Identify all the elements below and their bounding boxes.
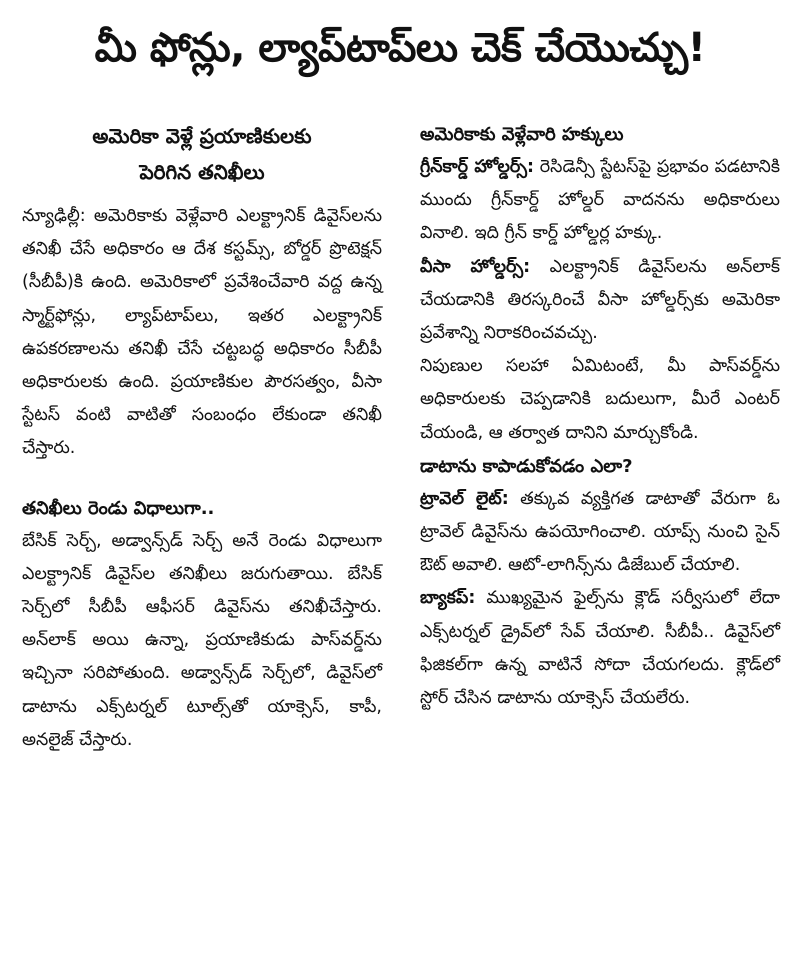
backup-label: బ్యాకప్: [420,588,476,609]
backup-text: ముఖ్యమైన ఫైల్స్‌ను క్లౌడ్ సర్వీసులో లేదా ఎక్స్‌టర్నల్ డ్రైవ్‌లో సేవ్ చేయాలి. సీబీపీ.. డివైస్‌లో ఫిజికల్‌గా ఉన్న వాటినే సోదా చేయగలదు. క్లౌడ్‌లో స్టోర్ చేసిన డాటాను యాక్సెస్ చేయలేరు. [420,588,780,709]
intro-paragraph: న్యూఢిల్లీ: అమెరికాకు వెళ్లేవారి ఎలక్ట్రానిక్ డివైస్‌లను తనిఖీ చేసే అధికారం ఆ దేశ కస్టమ్స్, బోర్డర్ ప్రొటెక్షన్ (సీబీపీ)కి ఉంది. అమెరికాలో ప్రవేశించేవారి వద్ద ఉన్న స్మార్ట్‌ఫోన్లు, ల్యాప్‌టాప్‌లు, ఇతర ఎలక్ట్రానిక్ ఉపకరణాలను తనిఖీ చేసే చట్టబద్ధ అధికారం సీబీపీ అధికారులకు ఉంది. ప్రయాణికుల పౌరసత్వం, వీసా స్టేటస్ వంటి వాటితో సంబంధం లేకుండా తనిఖీ చేస్తారు. [22,206,382,459]
travel-light-text: తక్కువ వ్యక్తిగత డాటాతో వేరుగా ఓ ట్రావెల్ డివైస్‌ను ఉపయోగించాలి. యాప్స్ నుంచి సైన్ ఔట్ అవాలి. ఆటో-లాగిన్స్‌ను డిజేబుల్ చేయాలి. [420,488,780,576]
experts-advice-paragraph: నిపుణుల సలహా ఏమిటంటే, మీ పాస్‌వర్డ్‌ను అధికారులకు చెప్పడానికి బదులుగా, మీరే ఎంటర్ చేయండి, ఆ తర్వాత దానిని మార్చుకోండి. [420,356,780,443]
rights-heading: అమెరికాకు వెళ్లేవారి హక్కులు [420,124,624,145]
travel-light-label: ట్రావెల్ లైట్: [420,488,509,509]
backup-paragraph [420,582,780,715]
inspection-types-heading: తనిఖీలు రెండు విధాలుగా.. [22,497,215,519]
visa-text: ఎలక్ట్రానిక్ డివైస్‌లను అన్‌లాక్ చేయడానికి తిరస్కరించే వీసా హోల్డర్స్‌కు అమెరికా ప్రవేశాన్ని నిరాకరించవచ్చు. [420,256,781,344]
green-card-label: గ్రీన్‌కార్డ్ హోల్డర్స్: [420,157,534,177]
green-card-text: రెసిడెన్సీ స్టేటస్‌పై ప్రభావం పడటానికి ముందు గ్రీన్‌కార్డ్ హోల్డర్ వాదనను అధికారులు వినాలి. ఇది గ్రీన్ కార్డ్ హోల్డర్ల హక్కు. [420,157,780,244]
headline: మీ ఫోన్లు, ల్యాప్‌టాప్‌లు చెక్ చేయొచ్చు! [94,25,706,71]
green-card-paragraph [420,151,780,251]
visa-paragraph [420,251,780,351]
protect-data-heading: డాటాను కాపాడుకోవడం ఎలా? [420,455,633,477]
subheading-line-1: అమెరికా వెళ్లే ప్రయాణికులకు [92,124,312,148]
subheading-line-2: పెరిగిన తనిఖీలు [139,160,265,184]
travel-light-paragraph [420,483,780,583]
inspection-types-paragraph: బేసిక్ సెర్చ్, అడ్వాన్స్‌డ్ సెర్చ్ అనే రెండు విధాలుగా ఎలక్ట్రానిక్ డివైస్‌ల తనిఖీలు జరుగుతాయి. బేసిక్ సెర్చ్‌లో సీబీపీ ఆఫీసర్ డివైస్‌ను తనిఖీచేస్తారు. అన్‌లాక్ అయి ఉన్నా, ప్రయాణికుడు పాస్‌వర్డ్‌ను ఇచ్చినా సరిపోతుంది. అడ్వాన్స్‌డ్ సెర్చ్‌లో, డివైస్‌లో డాటాను ఎక్స్‌టర్నల్ టూల్స్‌తో యాక్సెస్, కాపీ, అనలైజ్ చేస్తారు. [22,530,382,750]
right-column [420,118,780,715]
visa-label: వీసా హోల్డర్స్: [420,256,531,277]
left-column [22,118,382,757]
